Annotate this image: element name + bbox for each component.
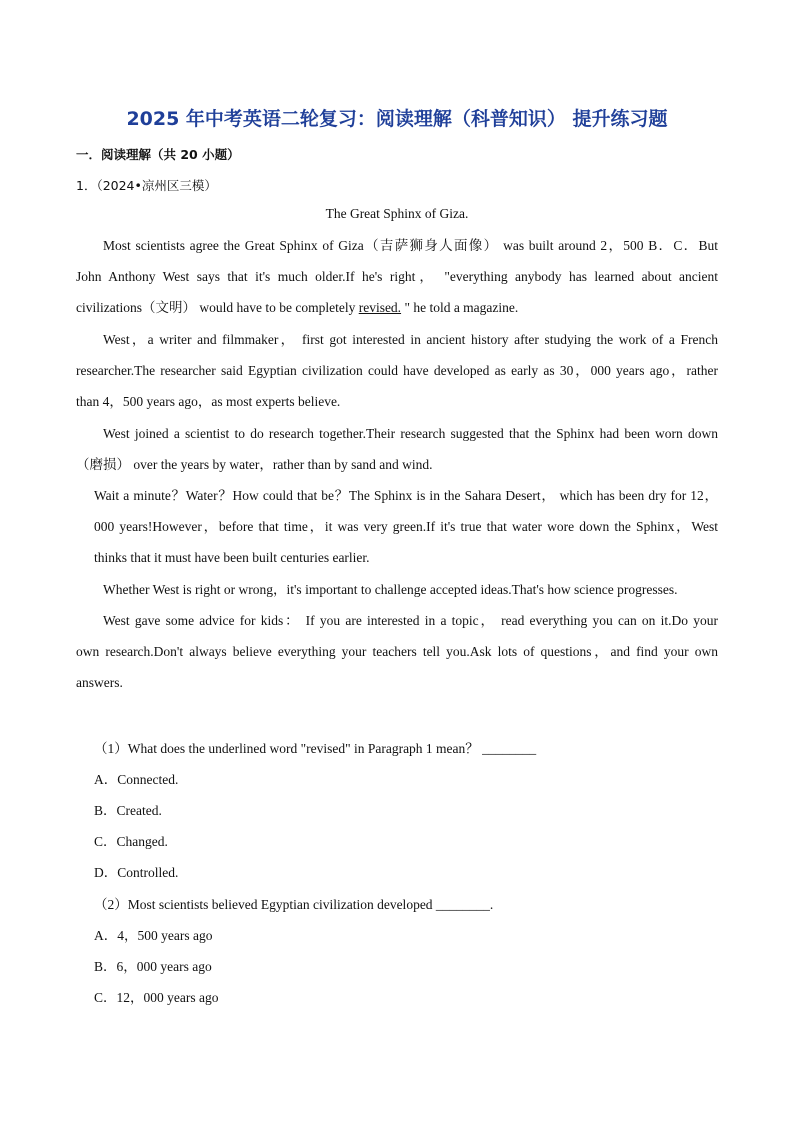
paragraph-line: thinks that it must have been built centuries earlier. [94, 550, 370, 565]
paragraph-line: John Anthony West says that it's much older.If he's right， "everything anybody has learned about ancient [76, 269, 718, 284]
paragraph-line: 000 years!However，before that time，it was very green.If it's true that water wore down the Sphinx，West [94, 519, 718, 534]
question-2-option-c: C．12，000 years ago [94, 990, 219, 1005]
question-2-option-b: B．6，000 years ago [94, 959, 212, 974]
paragraph-5 [76, 574, 718, 605]
paragraph-line: Whether West is right or wrong，it's important to challenge accepted ideas.That's how science progresses. [103, 582, 678, 597]
question-1-option-b: B．Created. [94, 803, 162, 818]
section-heading: 一．阅读理解（共 20 小题） [76, 147, 240, 162]
article-title: The Great Sphinx of Giza. [325, 206, 469, 221]
document-title: 2025 年中考英语二轮复习：阅读理解（科普知识） 提升练习题 [126, 108, 668, 130]
paragraph-line: West，a writer and filmmaker， first got interested in ancient history after studying the work of a French [103, 332, 718, 347]
paragraph-6 [76, 605, 718, 698]
paragraph-3 [76, 418, 718, 480]
question-1-option-a: A．Connected. [94, 772, 179, 787]
question-1-option-d: D．Controlled. [94, 865, 179, 880]
question-1-stem: （1）What does the underlined word "revised" in Paragraph 1 mean？ ________ [94, 741, 537, 756]
question-1-option-c: C．Changed. [94, 834, 168, 849]
text-run: civilizations（文明） would have to be completely [76, 300, 359, 315]
paragraph-line: answers. [76, 675, 123, 690]
paragraph-2 [76, 324, 718, 417]
paragraph-line [76, 292, 718, 323]
paragraph-line: than 4，500 years ago，as most experts believe. [76, 394, 341, 409]
underlined-word-revised: revised. [358, 300, 402, 315]
paragraph-line: Most scientists agree the Great Sphinx of Giza（吉萨狮身人面像） was built around 2，500 B．C．But [103, 238, 718, 253]
paragraph-line: West gave some advice for kids： If you are interested in a topic， read everything you can on it.Do your [103, 613, 718, 628]
paragraph-1 [76, 230, 718, 323]
paragraph-4 [94, 480, 718, 573]
paragraph-line: West joined a scientist to do research together.Their research suggested that the Sphinx had been worn down [103, 426, 718, 441]
paragraph-line: researcher.The researcher said Egyptian civilization could have developed as early as 30，000 years ago，rather [76, 363, 718, 378]
question-source: 1．（2024•凉州区三模） [76, 178, 217, 193]
question-2-stem: （2）Most scientists believed Egyptian civilization developed ________. [94, 897, 494, 912]
paragraph-line: Wait a minute？Water？How could that be？The Sphinx is in the Sahara Desert， which has been dry for 12， [94, 488, 718, 503]
question-2-option-a: A．4，500 years ago [94, 928, 213, 943]
paragraph-line: （磨损） over the years by water，rather than by sand and wind. [76, 457, 433, 472]
text-run: " he told a magazine. [401, 300, 519, 315]
paragraph-line: own research.Don't always believe everything your teachers tell you.Ask lots of questions，and find your own [76, 644, 718, 659]
